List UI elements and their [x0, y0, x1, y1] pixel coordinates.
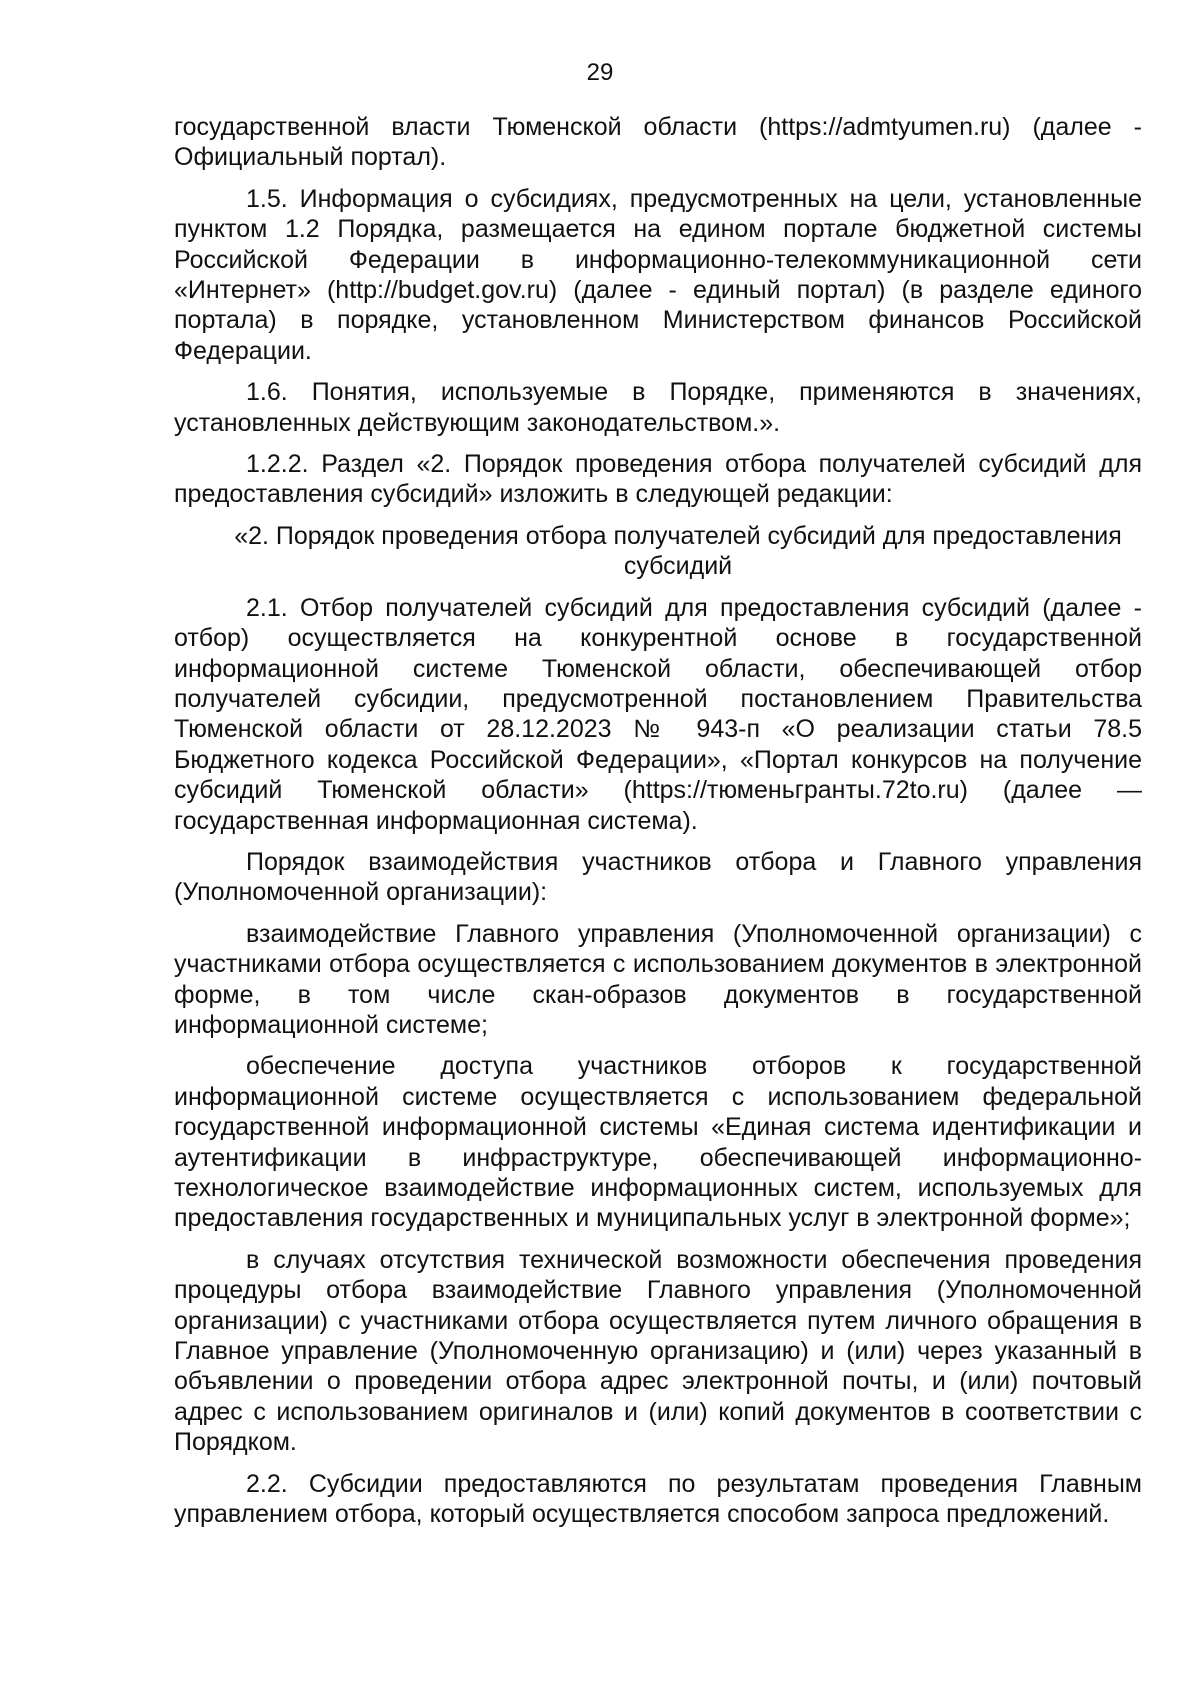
paragraph-1-5: 1.5. Информация о субсидиях, предусмотренных на цели, установленные пунктом 1.2 Порядка, размещается на едином портале бюджетной системы Российской Федерации в информационно-телекоммуникационной сети «Интернет» (http://budget.gov.ru) (далее - единый портал) (в разделе единого портала) в порядке, установленном Министерством финансов Российской Федерации. — [174, 184, 1142, 365]
paragraph-official-portal: государственной власти Тюменской области (https://admtyumen.ru) (далее - Официальный портал). — [174, 113, 1142, 172]
paragraph-system-access: обеспечение доступа участников отборов к государственной информационной системе осуществляется с использованием федеральной государственной информационной системы «Единая система идентификации и аутентификации в инфраструктуре, обеспечивающей информационно-технологическое взаимодействие информационных систем, используемых для предоставления государственных и муниципальных услуг в электронной форме»; — [174, 1052, 1142, 1233]
section-heading: «2. Порядок проведения отбора получателей субсидий для предоставления субсидий — [234, 521, 1122, 581]
paragraph-1-2-2: 1.2.2. Раздел «2. Порядок проведения отбора получателей субсидий для предоставления субсидий» изложить в следующей редакции: — [174, 450, 1142, 509]
paragraph-electronic-interaction: взаимодействие Главного управления (Уполномоченной организации) с участниками отбора осуществляется с использованием документов в электронной форме, в том числе скан-образов документов в государственной информационной системе; — [174, 919, 1142, 1039]
page-number: 29 — [586, 59, 614, 86]
paragraph-1-6: 1.6. Понятия, используемые в Порядке, применяются в значениях, установленных действующим законодательством.». — [174, 378, 1142, 437]
paragraph-no-technical-capability: в случаях отсутствия технической возможности обеспечения проведения процедуры отбора взаимодействие Главного управления (Уполномоченной организации) с участниками отбора осуществляется путем личного обращения в Главное управление (Уполномоченную организацию) и (или) через указанный в объявлении о проведении отбора адрес электронной почты, и (или) почтовый адрес с использованием оригиналов и (или) копий документов в соответствии с Порядком. — [174, 1245, 1142, 1457]
paragraph-interaction-procedure: Порядок взаимодействия участников отбора и Главного управления (Уполномоченной организации): — [174, 847, 1142, 907]
paragraph-2-2: 2.2. Субсидии предоставляются по результатам проведения Главным управлением отбора, который осуществляется способом запроса предложений. — [174, 1469, 1142, 1529]
paragraph-2-1: 2.1. Отбор получателей субсидий для предоставления субсидий (далее - отбор) осуществляется на конкурентной основе в государственной информационной системе Тюменской области, обеспечивающей отбор получателей субсидии, предусмотренной постановлением Правительства Тюменской области от 28.12.2023 № 943-п «О реализации статьи 78.5 Бюджетного кодекса Российской Федерации», «Портал конкурсов на получение субсидий Тюменской области» (https://тюменьгранты.72to.ru) (далее — государственная информационная система). — [174, 593, 1142, 835]
document-body — [174, 112, 1142, 1540]
